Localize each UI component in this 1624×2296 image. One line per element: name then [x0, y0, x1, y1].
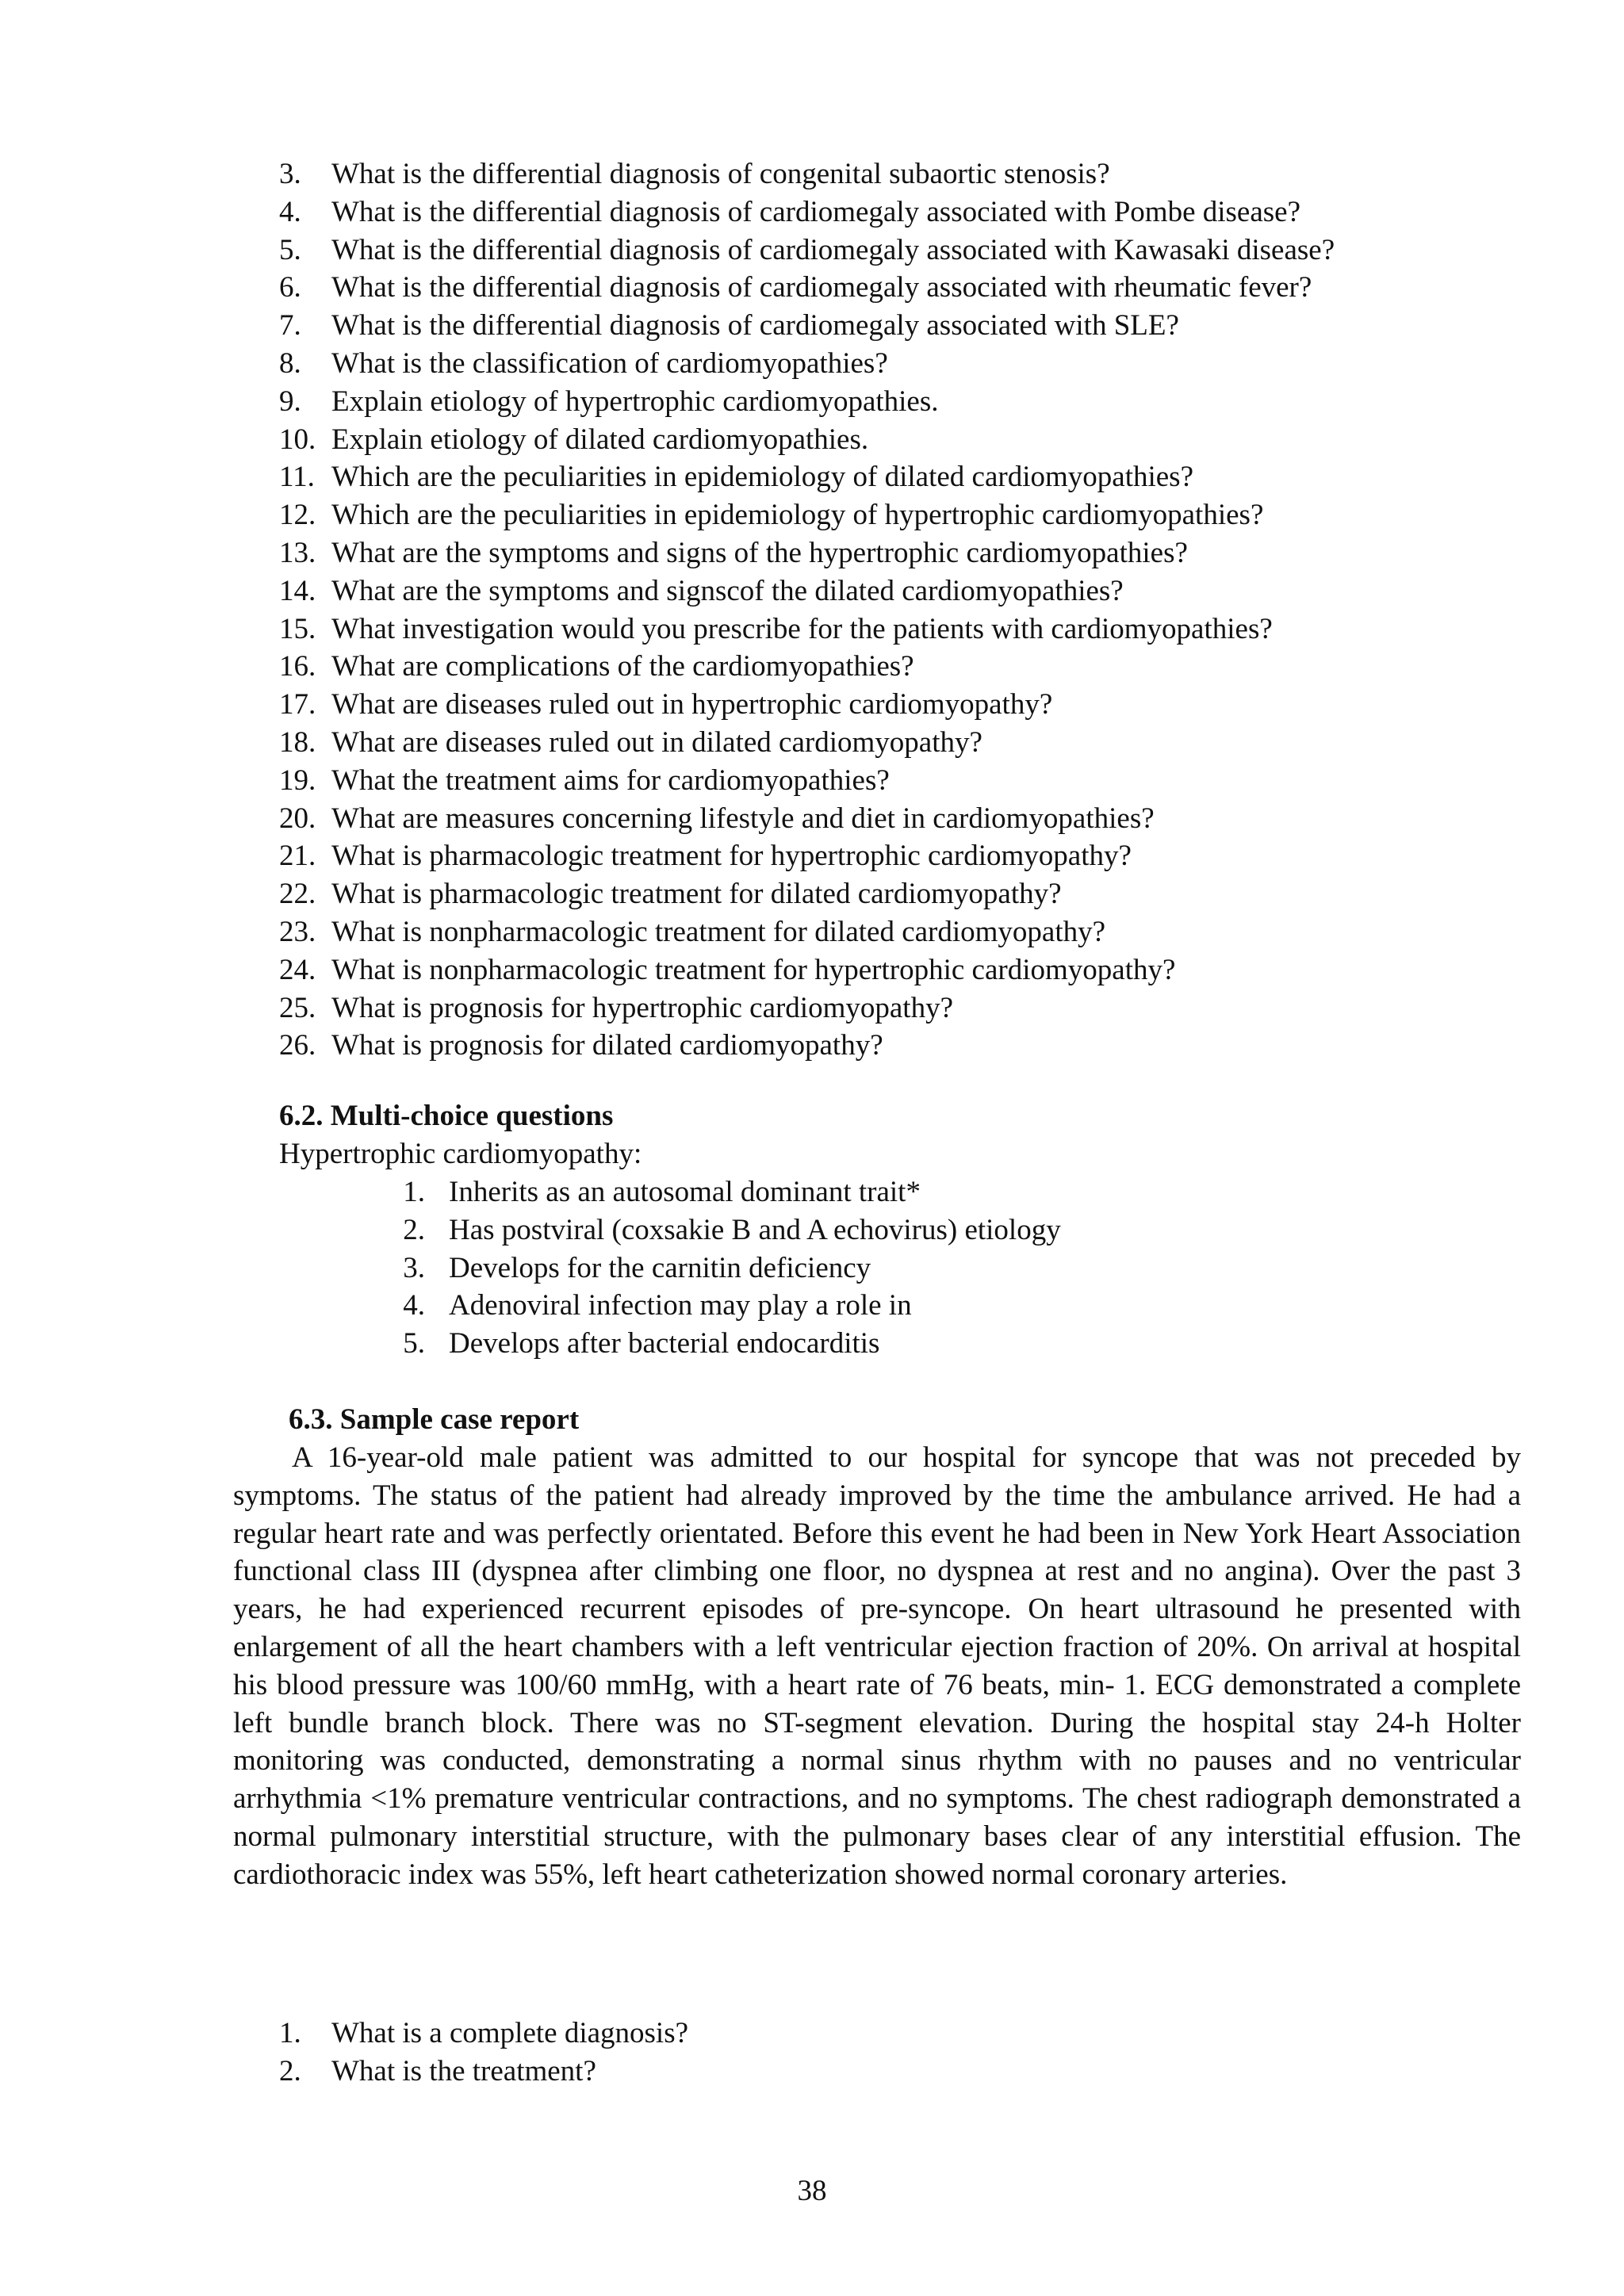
item-number: 9. [279, 385, 301, 418]
item-number: 14. [279, 574, 316, 607]
item-number: 2. [403, 1213, 425, 1246]
item-text: What is the differential diagnosis of cardiomegaly associated with SLE? [331, 309, 1179, 342]
item-number: 23. [279, 915, 316, 948]
item-number: 15. [279, 612, 316, 645]
item-text: Develops after bacterial endocarditis [449, 1327, 880, 1360]
list-item [279, 383, 1516, 421]
multi-choice-options [382, 1173, 1492, 1363]
list-item [382, 1325, 1492, 1363]
item-text: What the treatment aims for cardiomyopathies? [331, 763, 890, 797]
item-number: 5. [279, 233, 301, 266]
item-number: 3. [279, 158, 301, 190]
list-item [279, 875, 1516, 913]
list-item [279, 913, 1516, 951]
item-text: What is the differential diagnosis of congenital subaortic stenosis? [331, 158, 1110, 190]
item-text: What investigation would you prescribe for the patients with cardiomyopathies? [331, 612, 1273, 645]
item-number: 26. [279, 1029, 316, 1062]
item-number: 24. [279, 953, 316, 986]
item-number: 11. [279, 461, 315, 494]
item-number: 3. [403, 1251, 425, 1284]
item-text: What is prognosis for hypertrophic cardiomyopathy? [331, 991, 953, 1024]
list-item [382, 1249, 1492, 1288]
item-number: 19. [279, 763, 316, 797]
case-report-body: A 16-year-old male patient was admitted to our hospital for syncope that was not preceded by symptoms. The status of the patient had already improved by the time the ambulance arrived. He had a regular heart rate and was perfectly orientated. Before this event he had been in New York Heart Association functional class III (dyspnea after climbing one floor, no dyspnea at rest and no angina). Over the past 3 years, he had experienced recurrent episodes of pre-syncope. On heart ultrasound he presented with enlargement of all the heart chambers with a left ventricular ejection fraction of 20%. On arrival at hospital his blood pressure was 100/60 mmHg, with a heart rate of 76 beats, min- 1. ECG demonstrated a complete left bundle branch block. There was no ST-segment elevation. During the hospital stay 24-h Holter monitoring was conducted, demonstrating a normal sinus rhythm with no pauses and no ventricular arrhythmia <1% premature ventricular contractions, and no symptoms. The chest radiograph demonstrated a normal pulmonary interstitial structure, with the pulmonary bases clear of any interstitial effusion. The cardiothoracic index was 55%, left heart catheterization showed normal coronary arteries. [233, 1441, 1521, 1891]
question-list [279, 155, 1516, 1065]
case-question-list [279, 2015, 1389, 2091]
item-number: 16. [279, 650, 316, 683]
item-number: 6. [279, 271, 301, 304]
list-item [279, 232, 1516, 270]
item-number: 7. [279, 309, 301, 342]
list-item [382, 1211, 1492, 1249]
item-text: What are diseases ruled out in hypertrophic cardiomyopathy? [331, 688, 1053, 721]
case-report-heading: 6.3. Sample case report [289, 1403, 580, 1436]
multi-choice-heading: 6.2. Multi-choice questions [279, 1100, 614, 1132]
item-number: 21. [279, 840, 316, 873]
item-number: 22. [279, 878, 316, 911]
item-number: 4. [403, 1289, 425, 1322]
item-text: What is pharmacologic treatment for dilated cardiomyopathy? [331, 878, 1062, 911]
item-text: Which are the peculiarities in epidemiology of dilated cardiomyopathies? [331, 461, 1194, 494]
item-text: What is the differential diagnosis of cardiomegaly associated with Pombe disease? [331, 195, 1301, 228]
list-item [279, 307, 1516, 345]
list-item [279, 421, 1516, 459]
item-number: 12. [279, 499, 316, 532]
item-text: What is the treatment? [331, 2054, 596, 2087]
list-item [279, 193, 1516, 232]
item-text: Has postviral (coxsakie B and A echovirus) etiology [449, 1213, 1061, 1246]
list-item [279, 989, 1516, 1027]
item-number: 1. [403, 1176, 425, 1208]
list-item [279, 951, 1516, 989]
item-text: What is a complete diagnosis? [331, 2017, 689, 2049]
item-text: Adenoviral infection may play a role in [449, 1289, 912, 1322]
item-text: What is the classification of cardiomyopathies? [331, 346, 888, 380]
list-item [279, 496, 1516, 534]
item-number: 8. [279, 346, 301, 380]
list-item [279, 269, 1516, 307]
item-text: What are the symptoms and signs of the hypertrophic cardiomyopathies? [331, 536, 1188, 569]
item-number: 2. [279, 2054, 301, 2087]
item-text: What is the differential diagnosis of cardiomegaly associated with Kawasaki disease? [331, 233, 1335, 266]
item-number: 17. [279, 688, 316, 721]
list-item [279, 534, 1516, 572]
item-text: Inherits as an autosomal dominant trait* [449, 1176, 921, 1208]
item-number: 1. [279, 2017, 301, 2049]
item-text: What is prognosis for dilated cardiomyopathy? [331, 1029, 883, 1062]
item-text: What is nonpharmacologic treatment for hypertrophic cardiomyopathy? [331, 953, 1176, 986]
list-item [279, 800, 1516, 838]
item-text: What are complications of the cardiomyopathies? [331, 650, 914, 683]
multi-choice-stem: Hypertrophic cardiomyopathy: [279, 1138, 642, 1170]
list-item [382, 1287, 1492, 1325]
item-text: What is nonpharmacologic treatment for dilated cardiomyopathy? [331, 915, 1106, 948]
list-item [279, 648, 1516, 686]
list-item [279, 686, 1516, 724]
item-text: Explain etiology of hypertrophic cardiomyopathies. [331, 385, 939, 418]
list-item [279, 724, 1516, 762]
list-item [279, 458, 1516, 496]
item-number: 10. [279, 423, 316, 456]
item-number: 25. [279, 991, 316, 1024]
item-text: What are measures concerning lifestyle and diet in cardiomyopathies? [331, 802, 1155, 835]
item-text: What are the symptoms and signscof the dilated cardiomyopathies? [331, 574, 1124, 607]
item-text: Develops for the carnitin deficiency [449, 1251, 871, 1284]
item-number: 18. [279, 725, 316, 759]
item-text: Explain etiology of dilated cardiomyopathies. [331, 423, 869, 456]
list-item [279, 610, 1516, 649]
list-item [279, 837, 1516, 875]
list-item [279, 572, 1516, 610]
list-item [279, 762, 1516, 800]
list-item [279, 2053, 1389, 2091]
list-item [279, 155, 1516, 193]
item-number: 5. [403, 1327, 425, 1360]
item-number: 13. [279, 536, 316, 569]
page-number: 38 [797, 2175, 827, 2207]
item-text: What is pharmacologic treatment for hypertrophic cardiomyopathy? [331, 840, 1132, 873]
item-number: 20. [279, 802, 316, 835]
item-text: Which are the peculiarities in epidemiology of hypertrophic cardiomyopathies? [331, 499, 1264, 532]
list-item [279, 1027, 1516, 1065]
list-item [279, 2015, 1389, 2053]
item-number: 4. [279, 195, 301, 228]
list-item [279, 345, 1516, 383]
list-item [382, 1173, 1492, 1211]
item-text: What are diseases ruled out in dilated cardiomyopathy? [331, 725, 982, 759]
item-text: What is the differential diagnosis of cardiomegaly associated with rheumatic fever? [331, 271, 1312, 304]
